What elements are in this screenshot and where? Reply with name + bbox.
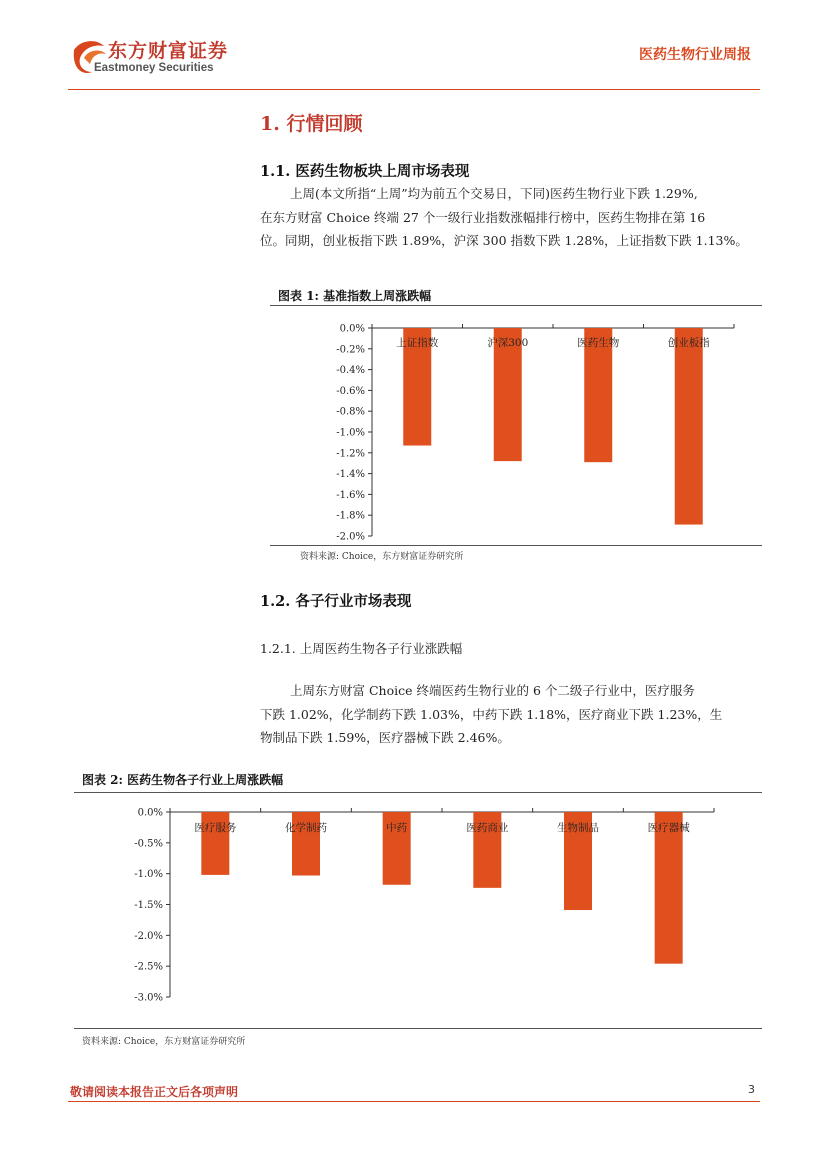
y-tick-label: -0.6% <box>336 385 365 397</box>
figure-1-title: 图表 1: 基准指数上周涨跌幅 <box>278 289 432 303</box>
y-tick-label: -1.5% <box>134 900 163 911</box>
paragraph-line: 物制品下跌 1.59%，医疗器械下跌 2.46%。 <box>260 730 510 745</box>
x-category-label: 中药 <box>386 822 408 834</box>
y-tick-label: -1.4% <box>336 469 365 481</box>
y-tick-label: -2.5% <box>134 961 163 973</box>
y-tick-label: -3.0% <box>134 992 163 1004</box>
paragraph-line: 位。同期，创业板指下跌 1.89%，沪深 300 指数下跌 1.28%，上证指数下跌 1.13%。 <box>260 233 748 248</box>
y-tick-label: -1.2% <box>336 448 365 460</box>
subsection-title-1-2-1: 1.2.1. 上周医药生物各子行业涨跌幅 <box>260 641 463 656</box>
paragraph-1-1 <box>260 182 760 253</box>
y-tick-label: -1.8% <box>336 510 365 522</box>
y-tick-label: -0.8% <box>336 406 365 418</box>
x-category-label: 生物制品 <box>557 822 599 834</box>
x-category-label: 沪深300 <box>487 337 529 349</box>
bar <box>675 328 703 525</box>
y-tick-label: -0.5% <box>134 838 163 850</box>
x-category-label: 医疗服务 <box>194 822 237 834</box>
figure-2-top-rule <box>74 792 762 793</box>
paragraph-line: 在东方财富 Choice 终端 27 个一级行业指数涨幅排行榜中，医药生物排在第 16 <box>260 209 706 225</box>
disclaimer-note: 敬请阅读本报告正文后各项声明 <box>70 1085 239 1099</box>
y-tick-label: -0.2% <box>336 344 365 356</box>
paragraph-line: 上周(本文所指“上周”均为前五个交易日，下同)医药生物行业下跌 1.29%, <box>290 186 698 201</box>
section-title: 1. 行情回顾 <box>260 113 363 135</box>
y-tick-label: 0.0% <box>137 807 163 819</box>
y-tick-label: -2.0% <box>336 531 365 543</box>
x-category-label: 上证指数 <box>396 337 439 349</box>
figure-2-title: 图表 2: 医药生物各子行业上周涨跌幅 <box>82 773 284 787</box>
subsection-title-1-2: 1.2. 各子行业市场表现 <box>260 593 412 610</box>
x-category-label: 创业板指 <box>667 337 710 349</box>
figure-1-top-rule <box>270 305 762 306</box>
paragraph-line: 上周东方财富 Choice 终端医药生物行业的 6 个二级子行业中，医疗服务 <box>290 683 695 698</box>
report-type-title: 医药生物行业周报 <box>639 47 751 63</box>
figure-2-source: 资料来源: Choice，东方财富证券研究所 <box>82 1037 246 1047</box>
y-tick-label: -1.0% <box>134 869 163 881</box>
footer-divider <box>68 1101 760 1102</box>
paragraph-1-2-1 <box>260 679 760 750</box>
x-category-label: 化学制药 <box>285 822 327 834</box>
y-tick-label: -1.0% <box>336 427 365 439</box>
figure-1-chart <box>270 310 762 545</box>
x-category-label: 医药生物 <box>577 337 620 349</box>
figure-1-source: 资料来源: Choice，东方财富证券研究所 <box>300 552 464 562</box>
page-number: 3 <box>748 1083 755 1096</box>
figure-1-bottom-rule <box>270 545 762 546</box>
paragraph-line: 下跌 1.02%，化学制药下跌 1.03%，中药下跌 1.18%，医疗商业下跌 1.23%，生 <box>260 706 723 722</box>
figure-2-chart <box>74 797 762 1027</box>
y-tick-label: -0.4% <box>336 365 365 377</box>
x-category-label: 医药商业 <box>466 822 509 834</box>
x-category-label: 医疗器械 <box>647 822 690 834</box>
y-tick-label: -2.0% <box>134 930 163 942</box>
header-divider <box>68 89 760 90</box>
y-tick-label: -1.6% <box>336 489 365 501</box>
subsection-title-1-1: 1.1. 医药生物板块上周市场表现 <box>260 163 470 180</box>
bar <box>655 812 683 964</box>
figure-2-bottom-rule <box>74 1028 762 1029</box>
y-tick-label: 0.0% <box>339 323 365 335</box>
logo-chinese-name: 东方财富证券 <box>108 40 229 62</box>
logo-english-name: Eastmoney Securities <box>94 62 214 74</box>
